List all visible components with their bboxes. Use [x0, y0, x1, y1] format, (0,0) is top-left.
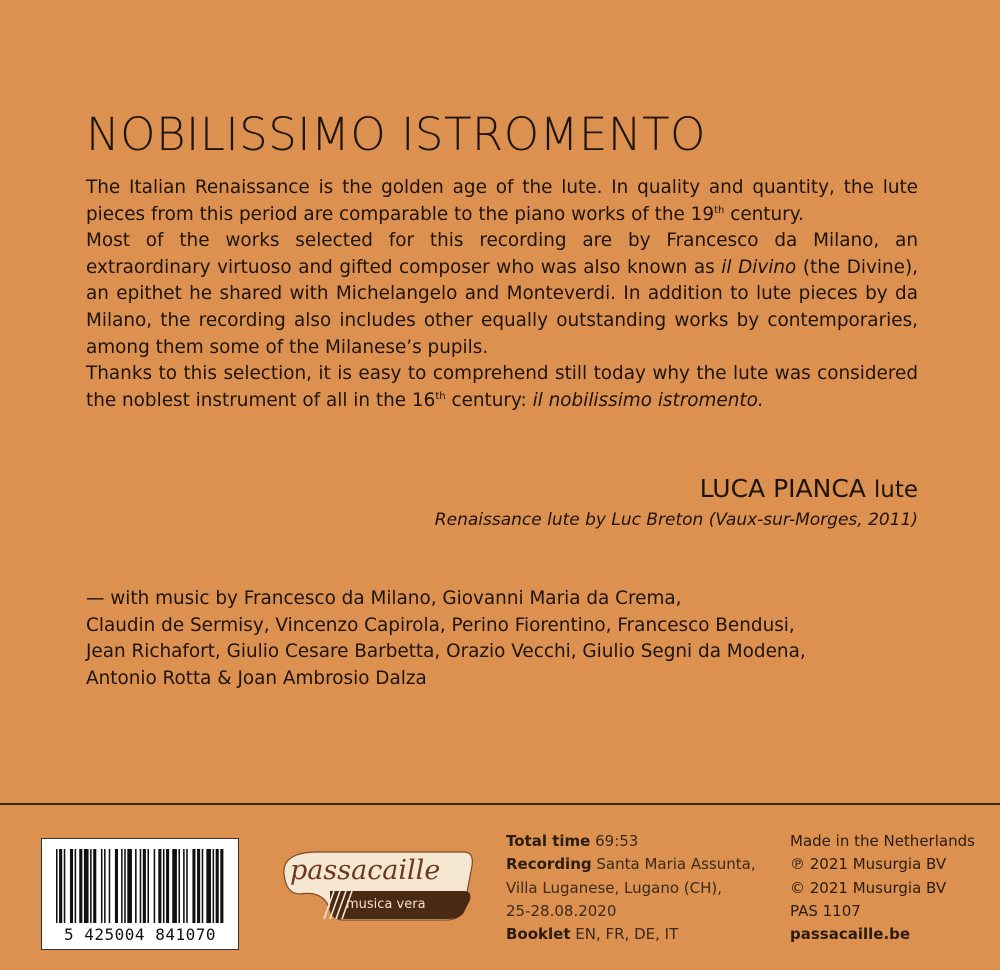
barcode-bar [109, 849, 111, 923]
barcode-bar [213, 849, 215, 923]
barcode-bar [220, 849, 223, 923]
logo-tagline: musica vera [346, 897, 426, 912]
barcode-bar [147, 849, 149, 923]
barcode-number: 5 425004 841070 [64, 925, 216, 944]
barcode-bar [84, 849, 89, 923]
artist-name: LUCA PIANCA [699, 474, 866, 503]
barcode-bar [172, 849, 177, 923]
artist-credit [700, 474, 918, 503]
logo-wordmark: passacaille [290, 855, 441, 886]
recording-place: Villa Luganese, Lugano (CH), [506, 878, 723, 897]
composer-line: Antonio Rotta & Joan Ambrosio Dalza [86, 667, 427, 689]
legal-info [790, 830, 990, 946]
intro-p2-emphasis: il Divino [721, 256, 797, 278]
intro-p3-text: Thanks to this selection, it is easy to comprehend still today why the lute was considered the noblest instrument of all in the 16 [86, 363, 918, 411]
barcode-bar [115, 849, 118, 923]
footer-divider [0, 803, 1000, 805]
barcode-bar [93, 849, 96, 923]
total-time-value: 69:53 [595, 832, 639, 850]
composer-line: Jean Richafort, Giulio Cesare Barbetta, Orazio Vecchi, Giulio Segni da Modena, [86, 641, 806, 663]
composer-line: — with music by Francesco da Milano, Giovanni Maria da Crema, [86, 588, 682, 609]
intro-p1-text: The Italian Renaissance is the golden age of the lute. In quality and quantity, the lute pieces from this period are comparable to the piano works of the 19 [86, 177, 918, 225]
barcode-bar [135, 849, 137, 923]
catalog-number: PAS 1107 [790, 901, 861, 920]
barcode-bar [154, 849, 156, 923]
barcode-bar [206, 849, 211, 923]
barcode-bar [178, 849, 180, 923]
made-in: Made in the Netherlands [790, 832, 975, 850]
instrument-credit: Renaissance lute by Luc Breton (Vaux-sur-Morges, 2011) [434, 510, 918, 530]
barcode-bar [124, 849, 126, 923]
barcode-bar [183, 849, 185, 923]
barcode-bar [59, 849, 62, 923]
barcode-bar [121, 849, 123, 923]
barcode-bar [70, 849, 73, 923]
barcode-bar [216, 849, 219, 923]
intro-paragraph-1 [86, 175, 918, 228]
barcode-bar [197, 849, 200, 923]
composer-line: Claudin de Sermisy, Vincenzo Capirola, Perino Fiorentino, Francesco Bendusi, [86, 614, 795, 636]
booklet-row [506, 923, 766, 946]
intro-p2-text: Most of the works selected for this recording are by Francesco da Milano, an extraordinary virtuoso and gifted composer who was also known as [86, 230, 918, 278]
intro-p1-sup: th [714, 204, 725, 216]
barcode-bar [101, 849, 103, 923]
barcode-bar [163, 849, 165, 923]
total-time-label: Total time [506, 832, 591, 850]
total-time-row [506, 830, 766, 853]
barcode-bar [158, 849, 161, 923]
artist-role: lute [873, 477, 918, 503]
barcode-bar [140, 849, 142, 923]
barcode-bars [42, 839, 238, 925]
recording-details [506, 830, 766, 946]
barcode-bar [186, 849, 188, 923]
composer-list [86, 586, 926, 692]
barcode-bar [56, 849, 58, 923]
barcode-bar [202, 849, 204, 923]
recording-row [506, 853, 766, 876]
barcode [41, 838, 239, 950]
album-title: NOBILISSIMO ISTROMENTO [86, 108, 706, 161]
recording-value: Santa Maria Assunta, [596, 855, 756, 874]
barcode-bar [64, 849, 66, 923]
barcode-bar [75, 849, 77, 923]
intro-text [86, 175, 918, 414]
recording-dates: 25-28.08.2020 [506, 901, 617, 920]
barcode-bar [192, 849, 195, 923]
intro-p2-end: (the Divine), an epithet he shared with Michelangelo and Monteverdi. In addition to lute pieces by da Milano, the recording also includes other equally outstanding works by contemporaries, among them some of the Milanese’s pupils. [86, 256, 918, 358]
booklet-label: Booklet [506, 925, 571, 944]
barcode-bar [79, 849, 82, 923]
intro-p1-end: century. [724, 203, 804, 225]
copyright-notice: © 2021 Musurgia BV [790, 878, 947, 897]
intro-paragraph-3 [86, 361, 918, 414]
phonogram-notice: ℗ 2021 Musurgia BV [790, 855, 947, 874]
barcode-bar [104, 849, 106, 923]
barcode-bar [127, 849, 132, 923]
intro-p3-sup: th [435, 390, 446, 402]
barcode-bar [143, 849, 146, 923]
booklet-languages: EN, FR, DE, IT [575, 925, 679, 944]
recording-label: Recording [506, 855, 592, 874]
intro-p3-emphasis: il nobilissimo istromento. [532, 389, 764, 411]
barcode-bar [166, 849, 169, 923]
website-link[interactable]: passacaille.be [790, 925, 911, 944]
barcode-bar [90, 849, 92, 923]
intro-p3-mid: century: [445, 389, 533, 411]
intro-paragraph-2 [86, 228, 918, 361]
